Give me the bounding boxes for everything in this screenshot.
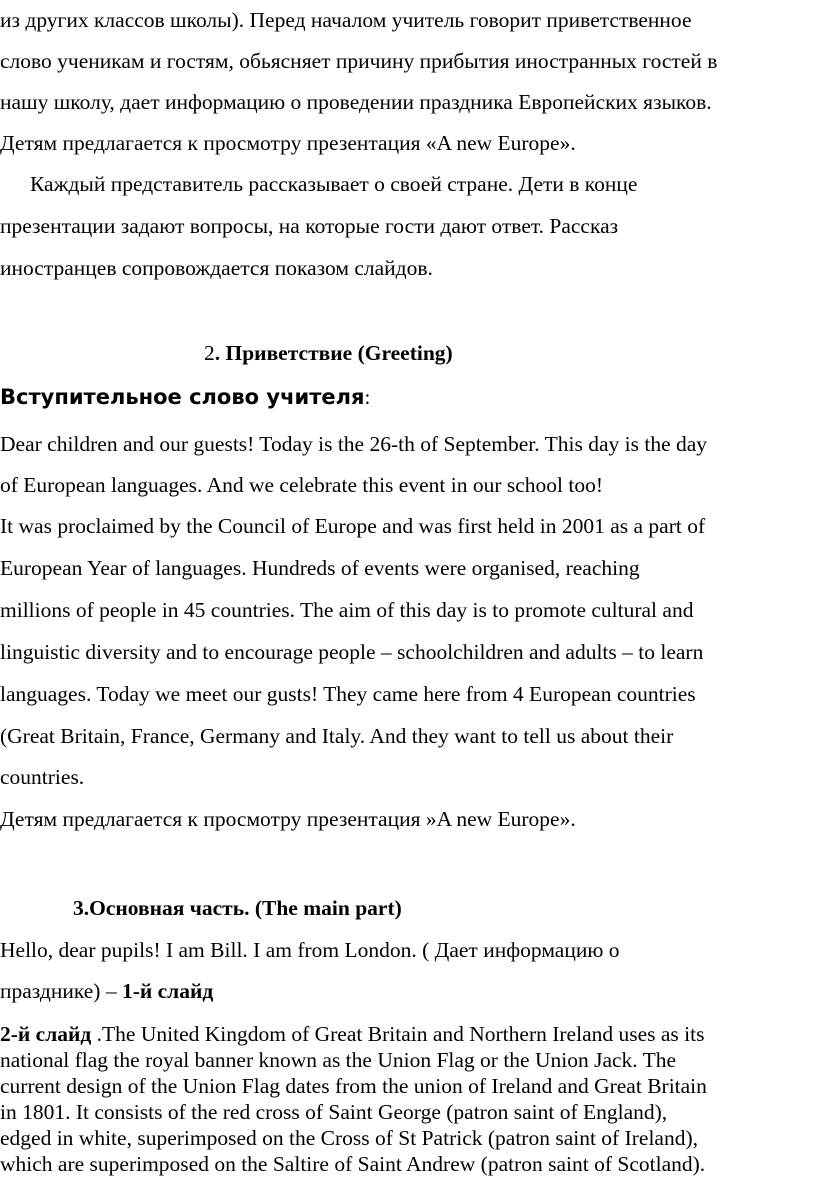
greeting-line: languages. Today we meet our gusts! They came here from 4 European countries — [0, 682, 696, 706]
greeting-line: European Year of languages. Hundreds of events were organised, reaching — [0, 556, 640, 580]
section-heading-greeting — [204, 338, 453, 368]
slide2-line: which are superimposed on the Saltire of Saint Andrew (patron saint of Scotland). — [0, 1152, 706, 1176]
teacher-speech-heading — [0, 382, 370, 412]
greeting-line: (Great Britain, France, Germany and Italy. And they want to tell us about their — [0, 724, 674, 748]
slide2-line — [0, 1021, 705, 1047]
section-number: 2 — [204, 341, 215, 365]
greeting-line: linguistic diversity and to encourage people – schoolchildren and adults – to learn — [0, 640, 704, 664]
greeting-line: Детям предлагается к просмотру презентация »A new Europe». — [0, 807, 576, 831]
slide2-line: national flag the royal banner known as the Union Flag or the Union Jack. The — [0, 1048, 677, 1072]
greeting-line: Dear children and our guests! Today is the 26-th of September. This day is the day — [0, 432, 708, 456]
slide2-line: edged in white, superimposed on the Cross of St Patrick (patron saint of Ireland), — [0, 1126, 699, 1150]
greeting-line: It was proclaimed by the Council of Europe and was first held in 2001 as a part of — [0, 514, 706, 538]
intro-para2-line: Каждый представитель рассказывает о своей стране. Дети в конце — [30, 172, 638, 196]
intro-line: слово ученикам и гостям, обьясняет причину прибытия иностранных гостей в — [0, 49, 718, 73]
teacher-heading-text: Вступительное слово учителя — [0, 385, 365, 409]
slide2-label: 2-й слайд — [0, 1022, 92, 1046]
slide2-line: current design of the Union Flag dates from the union of Ireland and Great Britain — [0, 1074, 707, 1098]
intro-para2-line: презентации задают вопросы, на которые гости дают ответ. Рассказ — [0, 214, 619, 238]
bill-line — [0, 976, 213, 1006]
bill-line2-prefix: празднике) – — [0, 979, 122, 1003]
intro-line: из других классов школы). Перед началом учитель говорит приветственное — [0, 8, 692, 32]
section-heading-main-part: 3.Основная часть. (The main part) — [73, 896, 402, 920]
greeting-line: countries. — [0, 765, 85, 789]
greeting-line: of European languages. And we celebrate this event in our school too! — [0, 473, 604, 497]
intro-line: Детям предлагается к просмотру презентация «A new Europe». — [0, 131, 576, 155]
slide1-label: 1-й слайд — [121, 979, 214, 1003]
bill-line: Hello, dear pupils! I am Bill. I am from London. ( Дает информацию о — [0, 938, 620, 962]
intro-line: нашу школу, дает информацию о проведении праздника Европейских языков. — [0, 90, 712, 114]
section-title: . Приветствие (Greeting) — [214, 341, 453, 365]
intro-para2-line: иностранцев сопровождается показом слайдов. — [0, 256, 433, 280]
slide2-first-line: .The United Kingdom of Great Britain and Northern Ireland uses as its — [91, 1022, 705, 1046]
slide2-line: in 1801. It consists of the red cross of Saint George (patron saint of England), — [0, 1100, 668, 1124]
teacher-heading-colon: : — [364, 385, 371, 409]
greeting-line: millions of people in 45 countries. The aim of this day is to promote cultural and — [0, 598, 694, 622]
